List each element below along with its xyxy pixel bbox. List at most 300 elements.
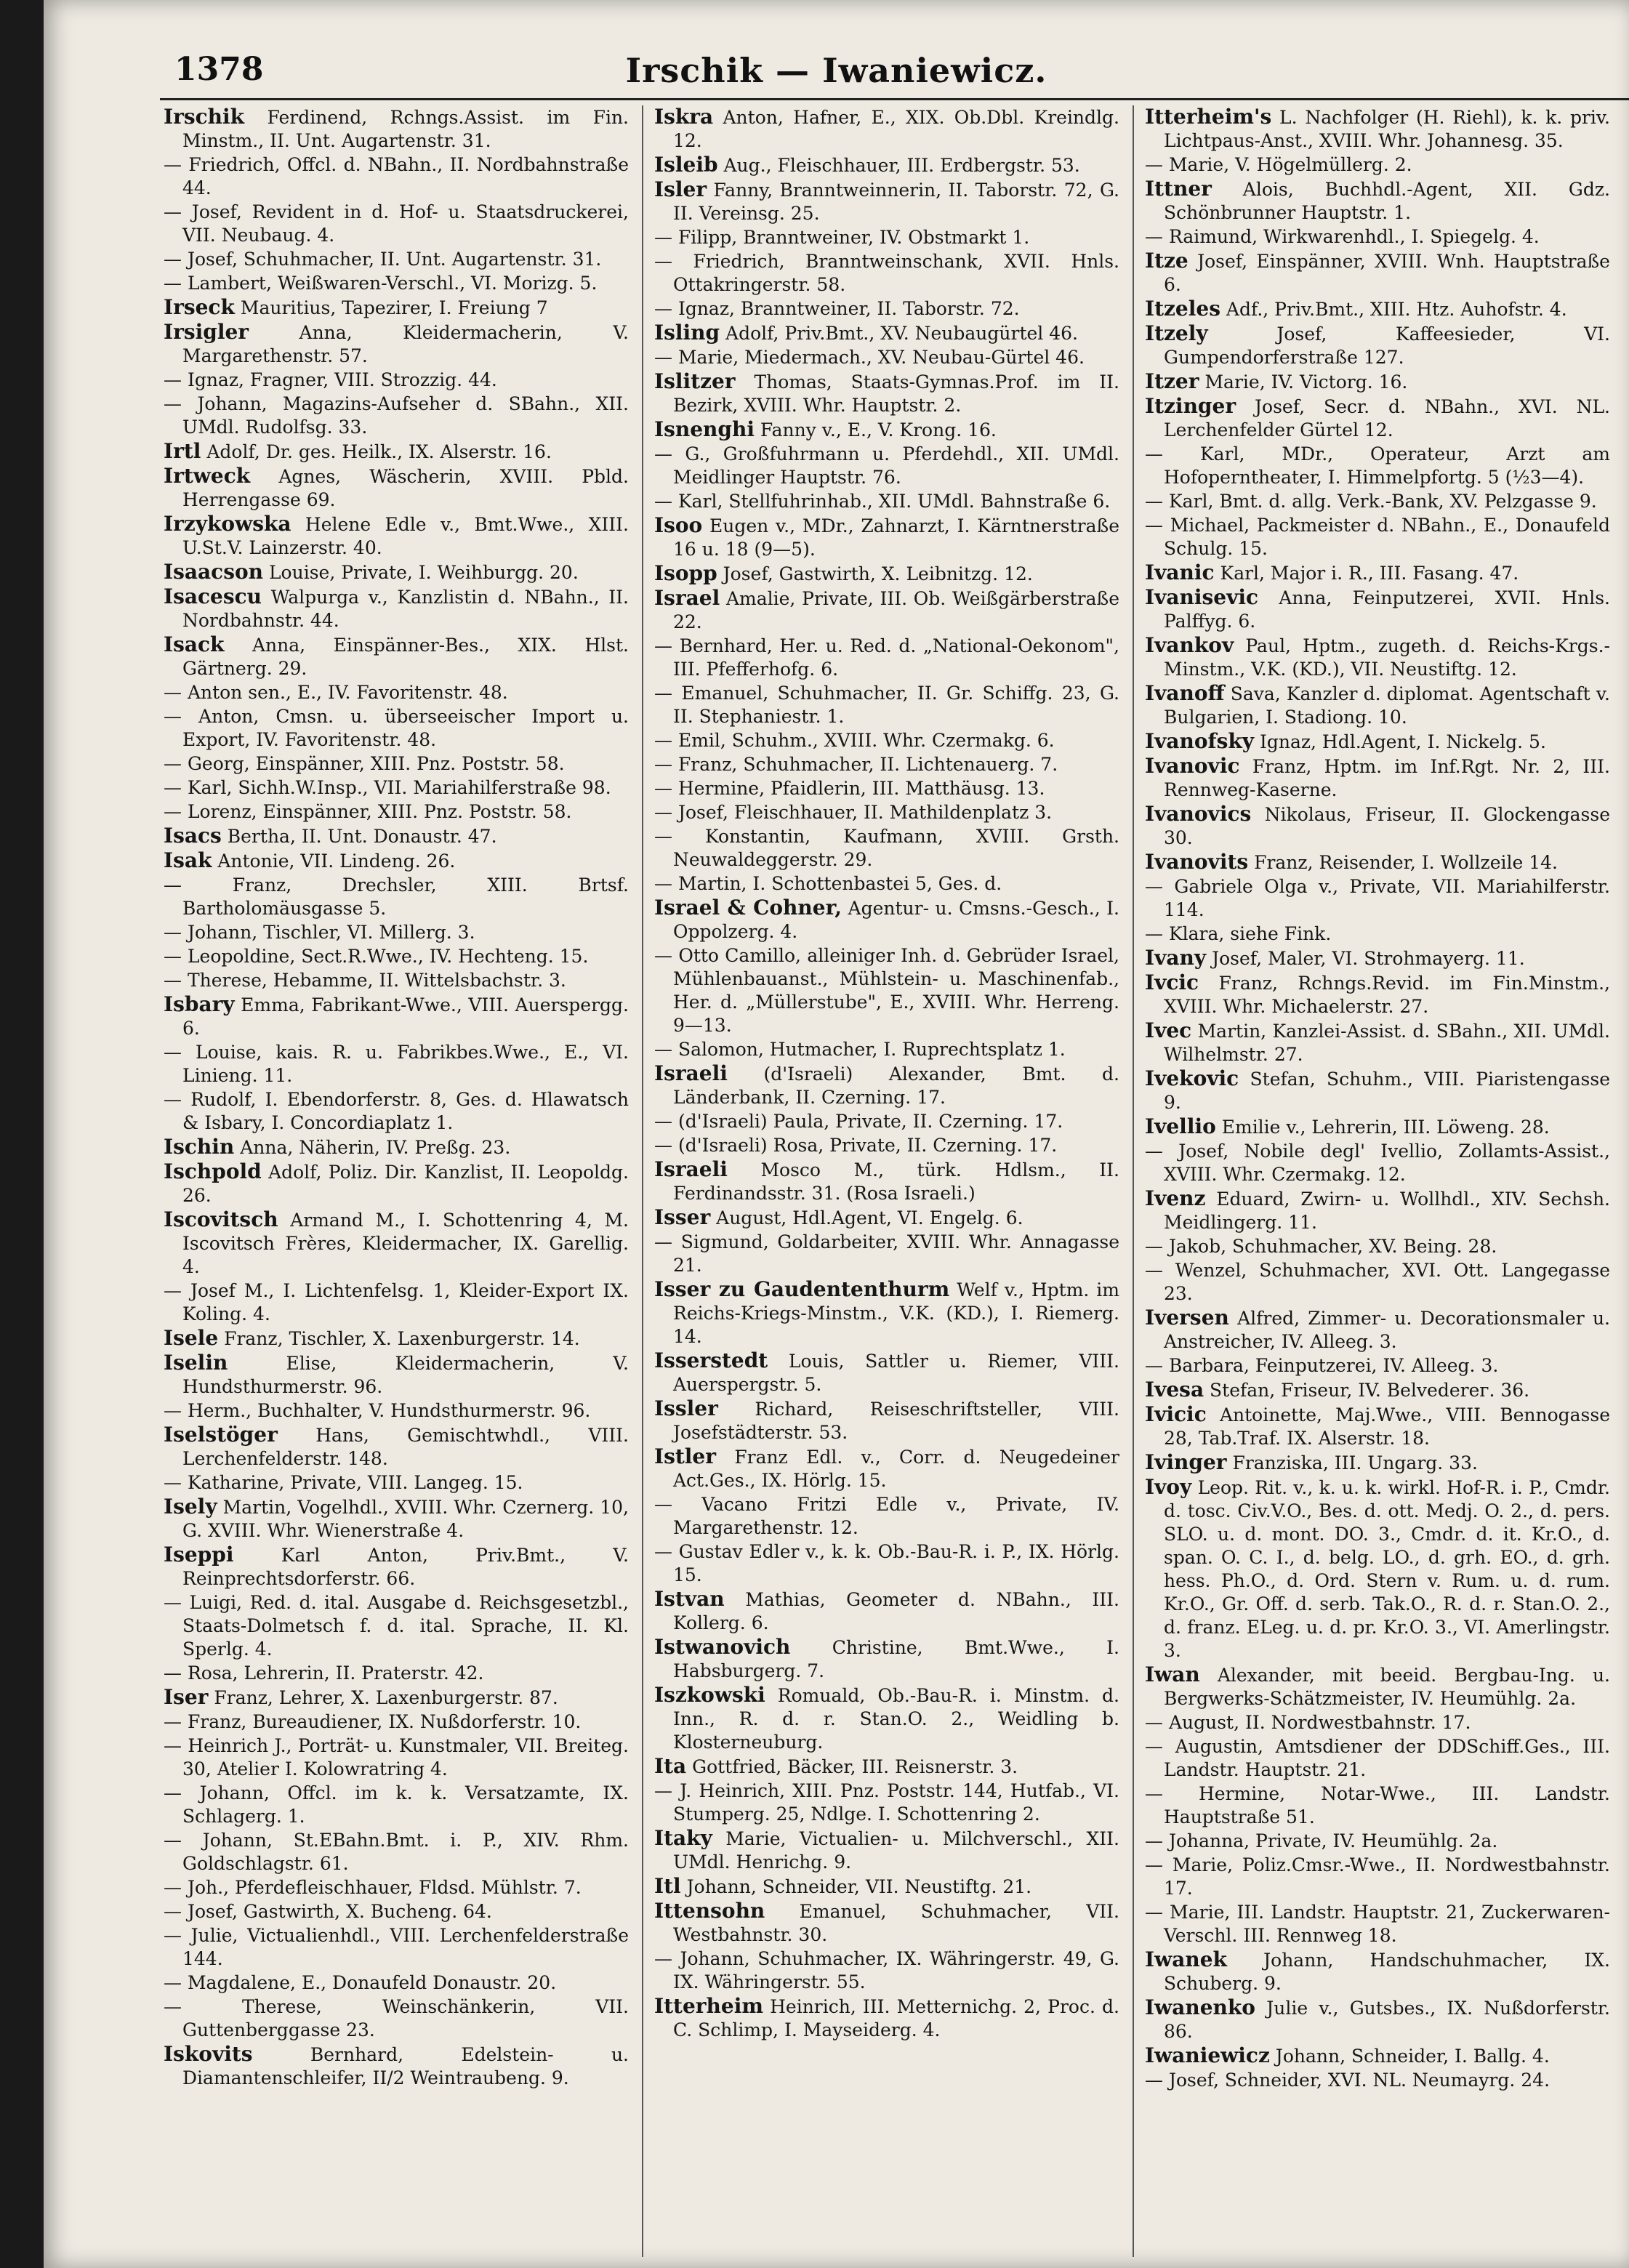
directory-entry (654, 1038, 1119, 1061)
directory-entry (654, 1995, 1119, 2042)
entry-name: Isnenghi (654, 417, 755, 441)
header-rule (160, 98, 1629, 100)
directory-entry (1145, 297, 1610, 321)
entry-name: Ivanovic (1145, 754, 1240, 778)
entry-name: Ivanofsky (1145, 729, 1255, 753)
directory-entry (1145, 875, 1610, 922)
entry-text: Richard, Reiseschriftsteller, VIII. Josefstädterstr. 53. (673, 1399, 1119, 1443)
directory-entry (654, 1445, 1119, 1492)
entry-text: — Therese, Hebamme, II. Wittelsbachstr. 3. (164, 970, 566, 991)
entry-name: Issler (654, 1396, 718, 1420)
entry-name: Isacescu (164, 584, 262, 608)
directory-entry (654, 321, 1119, 345)
directory-entry (1145, 1901, 1610, 1947)
directory-entry (164, 681, 629, 704)
directory-entry (1145, 322, 1610, 369)
entry-text: Franziska, III. Ungarg. 33. (1232, 1452, 1478, 1473)
directory-entry (1145, 443, 1610, 489)
entry-text: — Bernhard, Her. u. Red. d. „National-Oekonom", III. Pfefferhofg. 6. (654, 635, 1119, 680)
entry-text: Fanny v., E., V. Krong. 16. (760, 419, 997, 441)
entry-text: — Luigi, Red. d. ital. Ausgabe d. Reichsgesetzbl., Staats-Dolmetsch f. d. ital. Sprache, II. Kl. Sperlg. 4. (164, 1592, 629, 1660)
entry-text: — Karl, MDr., Operateur, Arzt am Hofoperntheater, I. Himmelpfortg. 5 (½3—4). (1145, 443, 1610, 488)
entry-text: Franz, Tischler, X. Laxenburgerstr. 14. (224, 1328, 580, 1349)
directory-entry (1145, 730, 1610, 754)
directory-entry (1145, 1711, 1610, 1734)
entry-text: Anna, Feinputzerei, XVII. Hnls. Palffyg. 6. (1164, 587, 1610, 632)
running-head: Irschik — Iwaniewicz. (625, 51, 1047, 90)
entry-text: — Lambert, Weißwaren-Verschl., VI. Morizg. 5. (164, 273, 598, 294)
entry-text: — Johanna, Private, IV. Heumühlg. 2a. (1145, 1830, 1498, 1851)
entry-text: — Karl, Sichh.W.Insp., VII. Mariahilferstraße 98. (164, 777, 611, 798)
entry-text: Alfred, Zimmer- u. Decorationsmaler u. Anstreicher, IV. Alleeg. 3. (1164, 1308, 1610, 1352)
entry-text: Armand M., I. Schottenring 4, M. Iscovitsch Frères, Kleidermacher, IX. Garellig. 4. (182, 1210, 629, 1277)
directory-entry (654, 370, 1119, 417)
entry-text: — Klara, siehe Fink. (1145, 923, 1332, 944)
directory-entry (164, 705, 629, 752)
entry-text: Karl Anton, Priv.Bmt., V. Reinprechtsdorferstr. 66. (182, 1545, 629, 1589)
directory-entry (164, 1135, 629, 1159)
entry-text: Franz, Hptm. im Inf.Rgt. Nr. 2, III. Rennweg-Kaserne. (1164, 756, 1610, 800)
entry-text: — J. Heinrich, XIII. Pnz. Poststr. 144, Hutfab., VI. Stumperg. 25, Ndlge. I. Schottenring 2. (654, 1780, 1119, 1825)
directory-entry (654, 418, 1119, 442)
entry-name: Iselstöger (164, 1423, 278, 1447)
directory-entry (164, 874, 629, 920)
directory-entry (164, 272, 629, 295)
entry-text: Eugen v., MDr., Zahnarzt, I. Kärntnerstraße 16 u. 18 (9—5). (673, 515, 1119, 560)
entry-text: — Augustin, Amtsdiener der DDSchiff.Ges., III. Landstr. Hauptstr. 21. (1145, 1736, 1610, 1780)
entry-text: — Josef, Schneider, XVI. NL. Neumayrg. 24. (1145, 2070, 1550, 2091)
entry-name: Ittner (1145, 177, 1212, 201)
entry-text: Josef, Secr. d. NBahn., XVI. NL. Lerchenfelder Gürtel 12. (1164, 396, 1610, 441)
entry-text: — Karl, Stellfuhrinhab., XII. UMdl. Bahnstraße 6. (654, 491, 1111, 512)
entry-text: — Marie, Poliz.Cmsr.-Wwe., II. Nordwestbahnstr. 17. (1145, 1854, 1610, 1899)
entry-text: — Otto Camillo, alleiniger Inh. d. Gebrüder Israel, Mühlenbauanst., Mühlstein- u. Maschinenfab., Her. d. „Müllerstube", E., XVIII. Whr. Herreng. 9—13. (654, 945, 1119, 1036)
directory-entry (1145, 561, 1610, 585)
entry-name: Ivesa (1145, 1378, 1204, 1402)
directory-entry (654, 178, 1119, 225)
directory-entry (164, 1686, 629, 1710)
directory-entry (654, 1636, 1119, 1683)
entry-name: Isaacson (164, 560, 263, 584)
entry-text: Franz, Lehrer, X. Laxenburgerstr. 87. (214, 1687, 558, 1708)
directory-entry (164, 921, 629, 944)
entry-text: — Konstantin, Kaufmann, XVIII. Grsth. Neuwaldeggerstr. 29. (654, 826, 1119, 870)
directory-entry (164, 1279, 629, 1326)
entry-name: Isbary (164, 992, 235, 1016)
entry-text: Leop. Rit. v., k. u. k. wirkl. Hof-R. i. P., Cmdr. d. tosc. Civ.V.O., Bes. d. ott. Medj. O. 2., d. pers. SLO. u. d. mont. DO. 3., Cmdr. d. it. Kr.O., d. span. O. C. I., d. belg. LO., d. grh. EO., d. grh. hess. Ph.O., d. Ord. Stern v. Rum. u. d. rum. Kr.O., Gr. Off. d. serb. Tak.O., R. d. r. Stan.O. 2., d. franz. ELeg. u. d. pr. Kr.O. 3., VI. Amerlingstr. 3. (1164, 1477, 1610, 1661)
entry-name: Iwanek (1145, 1947, 1227, 1971)
entry-name: Isler (654, 177, 707, 201)
entry-name: Itterheim's (1145, 105, 1272, 129)
directory-entry (164, 945, 629, 968)
page-header (44, 51, 1629, 94)
entry-name: Ischpold (164, 1159, 262, 1183)
directory-entry (164, 1471, 629, 1495)
entry-text: — Wenzel, Schuhmacher, XVI. Ott. Langegasse 23. (1145, 1260, 1610, 1304)
entry-text: Martin, Vogelhdl., XVIII. Whr. Czernerg. 10, G. XVIII. Whr. Wienerstraße 4. (182, 1497, 629, 1541)
entry-text: Mathias, Geometer d. NBahn., III. Kollerg. 6. (673, 1589, 1119, 1633)
directory-entry (164, 633, 629, 680)
entry-name: Ivanoff (1145, 681, 1225, 705)
entry-text: — G., Großfuhrmann u. Pferdehdl., XII. UMdl. Meidlinger Hauptstr. 76. (654, 443, 1119, 488)
directory-entry (1145, 1140, 1610, 1186)
entry-text: Walpurga v., Kanzlistin d. NBahn., II. Nordbahnstr. 44. (182, 587, 629, 631)
entry-name: Iskra (654, 105, 714, 129)
entry-text: Franz, Reisender, I. Wollzeile 14. (1254, 852, 1558, 873)
directory-entry (164, 248, 629, 271)
directory-entry (654, 153, 1119, 177)
entry-name: Itzinger (1145, 394, 1236, 418)
directory-entry (164, 776, 629, 800)
directory-entry (1145, 1663, 1610, 1710)
directory-entry (654, 825, 1119, 872)
entry-text: — Rudolf, I. Ebendorferstr. 8, Ges. d. Hlawatsch & Isbary, I. Concordiaplatz 1. (164, 1089, 629, 1133)
entry-text: Anna, Einspänner-Bes., XIX. Hlst. Gärtnerg. 29. (182, 635, 629, 679)
entry-text: — Jakob, Schuhmacher, XV. Being. 28. (1145, 1236, 1497, 1257)
directory-entry (1145, 1735, 1610, 1782)
directory-entry (654, 729, 1119, 752)
directory-entry (1145, 2069, 1610, 2092)
directory-entry (164, 1160, 629, 1207)
entry-text: Sava, Kanzler d. diplomat. Agentschaft v. Bulgarien, I. Stadiong. 10. (1164, 683, 1610, 728)
directory-entry (654, 872, 1119, 896)
directory-entry (1145, 946, 1610, 970)
entry-text: — Joh., Pferdefleischhauer, Fldsd. Mühlstr. 7. (164, 1877, 582, 1898)
entry-text: — Ignaz, Fragner, VIII. Strozzig. 44. (164, 369, 497, 390)
entry-text: — Magdalene, E., Donaufeld Donaustr. 20. (164, 1972, 557, 1993)
directory-entry (164, 440, 629, 464)
directory-entry (1145, 177, 1610, 225)
directory-entry (1145, 1354, 1610, 1378)
entry-name: Irtl (164, 439, 201, 463)
entry-text: Josef, Maler, VI. Strohmayerg. 11. (1212, 948, 1525, 969)
entry-text: — Marie, V. Högelmüllerg. 2. (1145, 154, 1412, 175)
entry-name: Isser (654, 1205, 711, 1229)
directory-entry (164, 752, 629, 776)
directory-entry (164, 105, 629, 153)
entry-name: Ittensohn (654, 1899, 765, 1923)
directory-entry (164, 1971, 629, 1995)
directory-entry (164, 201, 629, 247)
entry-text: Julie v., Gutsbes., IX. Nußdorferstr. 86. (1164, 1998, 1610, 2042)
directory-entry (164, 1208, 629, 1279)
directory-entry (164, 1710, 629, 1734)
entry-name: Iwanenko (1145, 1995, 1255, 2019)
entry-name: Itzeles (1145, 297, 1220, 321)
entry-text: — Josef, Nobile degl' Ivellio, Zollamts-Assist., XVIII. Whr. Czermakg. 12. (1145, 1141, 1610, 1185)
entry-text: Johann, Schneider, VII. Neustiftg. 21. (686, 1876, 1032, 1897)
entry-name: Irtweck (164, 464, 251, 488)
entry-text: Alois, Buchhdl.-Agent, XII. Gdz. Schönbrunner Hauptstr. 1. (1164, 179, 1610, 223)
directory-entry (1145, 634, 1610, 681)
entry-text: — Anton sen., E., IV. Favoritenstr. 48. (164, 682, 508, 703)
entry-text: Emilie v., Lehrerin, III. Löweng. 28. (1221, 1117, 1550, 1138)
directory-entry (1145, 1403, 1610, 1450)
entry-name: Iversen (1145, 1306, 1229, 1330)
entry-text: — Salomon, Hutmacher, I. Ruprechtsplatz 1. (654, 1039, 1066, 1060)
entry-text: — Franz, Schuhmacher, II. Lichtenauerg. 7. (654, 754, 1058, 775)
entry-name: Islitzer (654, 369, 736, 393)
entry-text: — (d'Israeli) Rosa, Private, II. Czerning. 17. (654, 1135, 1058, 1156)
directory-entry (164, 969, 629, 992)
directory-entry (654, 896, 1119, 944)
entry-name: Ita (654, 1754, 687, 1778)
entry-text: — Martin, I. Schottenbastei 5, Ges. d. (654, 873, 1002, 894)
entry-text: Louis, Sattler u. Riemer, VIII. Auerspergstr. 5. (673, 1351, 1119, 1395)
entry-text: Karl, Major i. R., III. Fasang. 47. (1220, 563, 1519, 584)
entry-text: Anton, Hafner, E., XIX. Ob.Dbl. Kreindlg. 12. (673, 107, 1119, 151)
directory-entry (164, 560, 629, 584)
directory-entry (164, 1900, 629, 1923)
entry-name: Isoo (654, 513, 703, 537)
directory-entry (1145, 1451, 1610, 1475)
directory-entry (164, 512, 629, 560)
entry-text: Mauritius, Tapezirer, I. Freiung 7 (240, 297, 548, 318)
directory-entry (654, 443, 1119, 489)
entry-name: Isser zu Gaudententhurm (654, 1277, 950, 1301)
entry-text: — Michael, Packmeister d. NBahn., E., Donaufeld Schulg. 15. (1145, 515, 1610, 559)
entry-name: Istwanovich (654, 1635, 791, 1659)
entry-name: Isleib (654, 153, 718, 177)
entry-text: — Hermine, Pfaidlerin, III. Matthäusg. 13. (654, 778, 1045, 799)
entry-text: Emanuel, Schuhmacher, VII. Westbahnstr. 30. (673, 1901, 1119, 1945)
entry-text: — Herm., Buchhalter, V. Hundsthurmerstr. 96. (164, 1400, 591, 1421)
entry-text: — Josef M., I. Lichtenfelsg. 1, Kleider-Export IX. Koling. 4. (164, 1280, 629, 1324)
entry-text: Christine, Bmt.Wwe., I. Habsburgerg. 7. (673, 1637, 1119, 1681)
entry-name: Iscovitsch (164, 1207, 278, 1231)
column-2 (654, 105, 1119, 2257)
entry-name: Isopp (654, 561, 717, 585)
directory-entry (1145, 1476, 1610, 1662)
entry-text: — Therese, Weinschänkerin, VII. Guttenberggasse 23. (164, 1996, 629, 2040)
directory-entry (654, 105, 1119, 153)
entry-name: Isely (164, 1495, 217, 1519)
entry-text: — Rosa, Lehrerin, II. Praterstr. 42. (164, 1662, 484, 1684)
directory-entry (1145, 1306, 1610, 1354)
directory-entry (164, 1876, 629, 1899)
entry-text: Thomas, Staats-Gymnas.Prof. im II. Bezirk, XVIII. Whr. Hauptstr. 2. (673, 371, 1119, 416)
directory-entry (164, 1591, 629, 1661)
entry-text: — Friedrich, Offcl. d. NBahn., II. Nordbahnstraße 44. (164, 154, 629, 198)
directory-entry (654, 226, 1119, 249)
directory-entry (164, 800, 629, 824)
directory-entry (654, 490, 1119, 513)
entry-name: Ivicic (1145, 1402, 1207, 1426)
directory-entry (654, 635, 1119, 681)
directory-entry (164, 1543, 629, 1591)
directory-entry (654, 1278, 1119, 1348)
directory-entry (1145, 1259, 1610, 1306)
entry-text: — Gabriele Olga v., Private, VII. Mariahilferstr. 114. (1145, 876, 1610, 920)
entry-text: — Lorenz, Einspänner, XIII. Pnz. Poststr. 58. (164, 801, 572, 822)
directory-entry (1145, 2044, 1610, 2068)
directory-page (44, 0, 1629, 2268)
directory-entry (1145, 586, 1610, 633)
entry-text: — Karl, Bmt. d. allg. Verk.-Bank, XV. Pelzgasse 9. (1145, 491, 1597, 512)
directory-entry (654, 1755, 1119, 1779)
entry-name: Ivekovic (1145, 1066, 1239, 1090)
entry-text: Marie, Victualien- u. Milchverschl., XII. UMdl. Henrichg. 9. (673, 1828, 1119, 1873)
directory-entry (164, 1088, 629, 1135)
entry-name: Ivcic (1145, 970, 1199, 994)
entry-name: Istler (654, 1444, 716, 1468)
entry-name: Iwan (1145, 1662, 1200, 1686)
directory-entry (1145, 370, 1610, 394)
entry-name: Isacs (164, 824, 222, 848)
entry-text: Johann, Handschuhmacher, IX. Schuberg. 9. (1164, 1950, 1610, 1994)
entry-text: Adolf, Priv.Bmt., XV. Neubaugürtel 46. (725, 323, 1078, 344)
entry-name: Iszkowski (654, 1683, 765, 1707)
entry-text: Alexander, mit beeid. Bergbau-Ing. u. Bergwerks-Schätzmeister, IV. Heumühlg. 2a. (1164, 1665, 1610, 1709)
entry-name: Itze (1145, 249, 1188, 273)
directory-entry (654, 801, 1119, 824)
entry-text: — Emanuel, Schuhmacher, II. Gr. Schiffg. 23, G. II. Stephaniestr. 1. (654, 683, 1119, 727)
entry-name: Ivoy (1145, 1475, 1192, 1499)
entry-text: — Raimund, Wirkwarenhdl., I. Spiegelg. 4. (1145, 226, 1540, 247)
entry-text: — Filipp, Branntweiner, IV. Obstmarkt 1. (654, 227, 1030, 248)
entry-name: Itzely (1145, 321, 1208, 345)
entry-name: Irseck (164, 295, 235, 319)
entry-text: Heinrich, III. Metternichg. 2, Proc. d. C. Schlimp, I. Mayseiderg. 4. (673, 1996, 1119, 2040)
directory-entry (164, 2043, 629, 2090)
entry-text: Louise, Private, I. Weihburgg. 20. (268, 562, 579, 583)
entry-name: Israel & Cohner, (654, 896, 842, 920)
entry-text: Elise, Kleidermacherin, V. Hundsthurmerstr. 96. (182, 1353, 629, 1397)
directory-entry (1145, 1115, 1610, 1139)
entry-text: (d'Israeli) Alexander, Bmt. d. Länderbank, II. Czerning. 17. (673, 1063, 1119, 1108)
entry-text: Hans, Gemischtwhdl., VIII. Lerchenfelderstr. 148. (182, 1425, 629, 1469)
entry-text: — Sigmund, Goldarbeiter, XVIII. Whr. Annagasse 21. (654, 1231, 1119, 1276)
entry-text: Welf v., Hptm. im Reichs-Kriegs-Minstm., V.K. (KD.), I. Riemerg. 14. (673, 1279, 1119, 1347)
entry-name: Ivanisevic (1145, 585, 1259, 609)
entry-text: — Barbara, Feinputzerei, IV. Alleeg. 3. (1145, 1355, 1499, 1376)
directory-entry (1145, 922, 1610, 946)
directory-entry (1145, 803, 1610, 850)
entry-name: Isserstedt (654, 1348, 768, 1372)
entry-name: Ivanic (1145, 560, 1215, 584)
directory-entry (164, 1734, 629, 1781)
directory-entry (1145, 1996, 1610, 2043)
directory-entry (1145, 971, 1610, 1018)
entry-name: Isack (164, 632, 225, 656)
entry-text: Josef, Einspänner, XVIII. Wnh. Hauptstraße 6. (1164, 251, 1610, 295)
directory-entry (654, 514, 1119, 561)
directory-entry (164, 153, 629, 200)
directory-entry (654, 1110, 1119, 1133)
entry-text: — Franz, Drechsler, XIII. Brtsf. Bartholomäusgasse 5. (164, 874, 629, 919)
directory-entry (654, 1875, 1119, 1899)
entry-name: Ischin (164, 1135, 235, 1159)
directory-entry (654, 346, 1119, 369)
directory-entry (1145, 105, 1610, 153)
directory-entry (1145, 395, 1610, 442)
directory-entry (654, 1134, 1119, 1157)
entry-name: Israeli (654, 1061, 728, 1085)
directory-entry (1145, 1830, 1610, 1853)
entry-text: Ferdinend, Rchngs.Assist. im Fin. Minstm., II. Unt. Augartenstr. 31. (182, 107, 629, 151)
entry-name: Iwaniewicz (1145, 2043, 1270, 2067)
entry-text: Eduard, Zwirn- u. Wollhdl., XIV. Sechsh. Meidlingerg. 11. (1164, 1189, 1610, 1233)
column-1 (164, 105, 629, 2257)
directory-entry (164, 1495, 629, 1543)
directory-entry (1145, 1782, 1610, 1829)
entry-text: — Julie, Victualienhdl., VIII. Lerchenfelderstraße 144. (164, 1925, 629, 1969)
directory-entry (654, 1231, 1119, 1277)
directory-entry (654, 777, 1119, 800)
entry-name: Ivenz (1145, 1186, 1206, 1210)
entry-name: Israeli (654, 1157, 728, 1181)
entry-text: Anna, Kleidermacherin, V. Margarethenstr. 57. (182, 322, 629, 366)
entry-text: Agnes, Wäscherin, XVIII. Pbld. Herrengasse 69. (182, 466, 629, 510)
entry-text: L. Nachfolger (H. Riehl), k. k. priv. Lichtpaus-Anst., XVIII. Whr. Johannesg. 35. (1164, 107, 1610, 151)
entry-text: Franz Edl. v., Corr. d. Neugedeiner Act.Ges., IX. Hörlg. 15. (673, 1447, 1119, 1491)
entry-name: Ivinger (1145, 1450, 1227, 1474)
entry-text: Ignaz, Hdl.Agent, I. Nickelg. 5. (1259, 731, 1546, 752)
directory-entry (164, 1351, 629, 1399)
directory-entry (1145, 514, 1610, 560)
directory-entry (654, 1397, 1119, 1444)
directory-entry (654, 1493, 1119, 1540)
entry-text: — Leopoldine, Sect.R.Wwe., IV. Hechteng. 15. (164, 946, 589, 967)
directory-entry (164, 1041, 629, 1087)
directory-entry (1145, 1067, 1610, 1114)
column-divider (642, 105, 643, 2257)
entry-name: Isak (164, 848, 212, 872)
entry-name: Iselin (164, 1351, 228, 1375)
entries-columns (164, 105, 1629, 2257)
entry-text: Aug., Fleischhauer, III. Erdbergstr. 53. (723, 155, 1080, 176)
directory-entry (1145, 153, 1610, 177)
directory-entry (164, 369, 629, 392)
entry-name: Ivankov (1145, 633, 1234, 657)
entry-text: Gottfried, Bäcker, III. Reisnerstr. 3. (692, 1756, 1018, 1777)
directory-entry (1145, 225, 1610, 249)
entry-name: Israel (654, 586, 720, 610)
entry-text: Paul, Hptm., zugeth. d. Reichs-Krgs.-Minstm., V.K. (KD.), VII. Neustiftg. 12. (1164, 635, 1610, 680)
directory-entry (1145, 1378, 1610, 1402)
entry-text: Romuald, Ob.-Bau-R. i. Minstm. d. Inn., R. d. r. Stan.O. 2., Weidling b. Klosterneuburg. (673, 1685, 1119, 1753)
directory-entry (164, 1995, 629, 2042)
entry-name: Ivellio (1145, 1114, 1216, 1138)
directory-entry (164, 849, 629, 873)
directory-entry (164, 1662, 629, 1685)
entry-text: Marie, IV. Victorg. 16. (1204, 371, 1408, 393)
entry-text: — Gustav Edler v., k. k. Ob.-Bau-R. i. P., IX. Hörlg. 15. (654, 1541, 1119, 1585)
directory-entry (654, 1588, 1119, 1635)
entry-text: Martin, Kanzlei-Assist. d. SBahn., XII. UMdl. Wilhelmstr. 27. (1164, 1021, 1610, 1065)
directory-entry (654, 1206, 1119, 1230)
directory-entry (654, 1158, 1119, 1205)
entry-name: Isele (164, 1326, 219, 1350)
directory-entry (1145, 1235, 1610, 1258)
entry-text: Helene Edle v., Bmt.Wwe., XIII. U.St.V. Lainzerstr. 40. (182, 514, 629, 558)
column-divider (1133, 105, 1134, 2257)
entry-text: — Emil, Schuhm., XVIII. Whr. Czermakg. 6. (654, 730, 1055, 751)
entry-text: — Johann, Offcl. im k. k. Versatzamte, IX. Schlagerg. 1. (164, 1782, 629, 1827)
directory-entry (1145, 1019, 1610, 1066)
entry-text: Stefan, Friseur, IV. Belvederег. 36. (1210, 1380, 1530, 1401)
entry-name: Irschik (164, 105, 245, 129)
directory-entry (654, 1780, 1119, 1826)
entry-text: Mosco M., türk. Hdlsm., II. Ferdinandsstr. 31. (Rosa Israeli.) (673, 1159, 1119, 1204)
directory-entry (1145, 755, 1610, 802)
entry-name: Itaky (654, 1826, 712, 1850)
entry-text: — Johann, Magazins-Aufseher d. SBahn., XII. UMdl. Rudolfsg. 33. (164, 393, 629, 438)
entry-name: Ivany (1145, 946, 1207, 970)
entry-text: — Heinrich J., Porträt- u. Kunstmaler, VII. Breiteg. 30, Atelier I. Kolowratring 4. (164, 1735, 629, 1780)
entry-text: Josef, Kaffeesieder, VI. Gumpendorferstraße 127. (1164, 323, 1610, 368)
directory-entry (164, 1327, 629, 1351)
